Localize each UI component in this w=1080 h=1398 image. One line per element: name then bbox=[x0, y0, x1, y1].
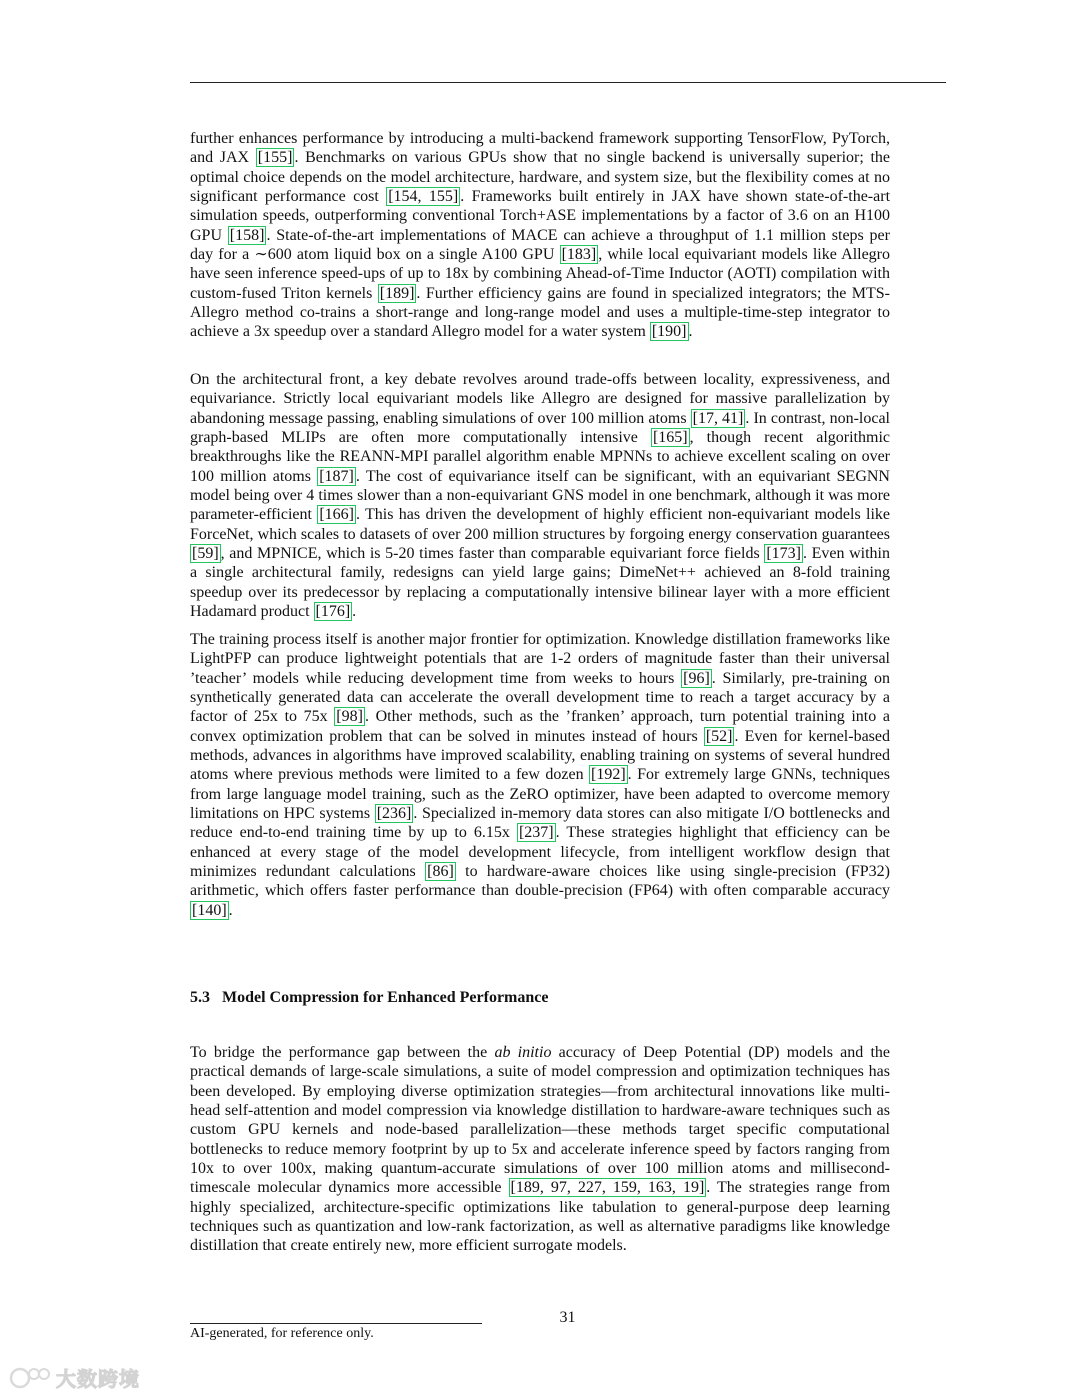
page-number: 31 bbox=[559, 1309, 576, 1326]
citation-link[interactable]: [183] bbox=[561, 246, 597, 264]
text-run: The training process itself is another major frontier for optimization. Knowledge distillation frameworks like LightPFP can produce lightweight potentials that are 1-2 orders of magnitude faster than their universal ’teacher’ models while reducing development time from weeks to hours bbox=[190, 631, 890, 687]
text-run: , and MPNICE, which is 5-20 times faster than comparable equivariant force fields bbox=[220, 545, 765, 563]
citation-link[interactable]: [158] bbox=[229, 226, 265, 244]
footnote-rule bbox=[190, 1323, 482, 1324]
text-run: . Further efficiency gains are found in specialized integrators; the MTS-Allegro method co-trains a short-range and long-range model and uses a multiple-time-step integrator to achieve a 3x speedup over a standard Allegro model for a water system bbox=[190, 284, 891, 341]
paragraph-model-compression bbox=[190, 1043, 890, 1256]
citation-link[interactable]: [236] bbox=[376, 805, 412, 823]
citation-link[interactable]: [59] bbox=[192, 545, 219, 563]
citation-link[interactable]: [98] bbox=[336, 708, 363, 726]
section-heading bbox=[190, 989, 548, 1007]
italic-text: ab initio bbox=[494, 1044, 552, 1061]
text-run: . Even within a single architectural family, redesigns can yield large gains; DimeNet++ achieved an 8-fold training speedup over its predecessor by replacing a computationally intensive bilinear layer with a more efficient Hadamard product bbox=[190, 545, 891, 621]
footnote: AI-generated, for reference only. bbox=[190, 1326, 374, 1341]
text-run: . State-of-the-art implementations of MACE can achieve a throughput of 1.1 million steps per day for a ∼600 atom liquid box on a single A100 GPU bbox=[190, 226, 890, 264]
citation-link[interactable]: [52] bbox=[705, 727, 733, 745]
citation-link[interactable]: [237] bbox=[518, 824, 554, 842]
section-title: Model Compression for Enhanced Performance bbox=[222, 989, 549, 1006]
citation-link[interactable]: [96] bbox=[683, 669, 710, 687]
text-run: accuracy of Deep Potential (DP) models and the practical demands of large-scale simulations, a suite of model compression and optimization techniques has been developed. By employing diverse optimization strategies—from architectural innovations like multi-head self-attention and model compression via knowledge distillation to hardware-aware techniques such as custom GPU kernels and node-based parallelization—these methods target specific computational bottlenecks to reduce memory footprint by up to 5x and accelerate inference speed by factors ranging from 10x to over 100x, making quantum-accurate simulations of over 100 million atoms and millisecond-timescale molecular dynamics more accessible bbox=[190, 1044, 891, 1197]
citation-link[interactable]: [176] bbox=[315, 603, 351, 621]
text-run: further enhances performance by introducing a multi-backend framework supporting TensorFlow, PyTorch, and JAX bbox=[190, 130, 890, 167]
citation-link[interactable]: [155] bbox=[257, 149, 293, 167]
text-run: . The strategies range from highly specialized, architecture-specific optimizations like tabulation to general-purpose deep learning techniques such as quantization and low-rank factorization, as well as alternative paradigms like knowledge distillation that create entirely new, more efficient surrogate models. bbox=[190, 1179, 891, 1255]
citation-link[interactable]: [86] bbox=[427, 863, 454, 881]
text-run: . bbox=[228, 901, 233, 919]
citation-link[interactable]: [154, 155] bbox=[388, 188, 459, 206]
text-run: . These strategies highlight that efficiency can be enhanced at every stage of the model development lifecycle, from intelligent workflow design that minimizes redundant calculations bbox=[190, 824, 891, 881]
watermark-logo-icon bbox=[8, 1364, 52, 1390]
text-run: . Specialized in-memory data stores can also mitigate I/O bottlenecks and reduce end-to-end training time by up to 6.15x bbox=[190, 805, 891, 842]
text-run: . Benchmarks on various GPUs show that no single backend is universally superior; the optimal choice depends on the model architecture, hardware, and system size, but the flexibility comes at no significant performance cost bbox=[190, 149, 891, 206]
text-run: On the architectural front, a key debate revolves around trade-offs between locality, expressiveness, and equivariance. Strictly local equivariant models like Allegro are designed for massive parallelization by abandoning message passing, enabling simulations of over 100 million atoms bbox=[190, 371, 890, 427]
text-run: . Similarly, pre-training on synthetically generated data can accelerate the overall development time to reach a target accuracy by a factor of 25x to 75x bbox=[190, 669, 890, 726]
citation-link[interactable]: [190] bbox=[651, 323, 687, 341]
watermark-text: 大数跨境 bbox=[56, 1366, 140, 1391]
text-run: . bbox=[352, 603, 357, 621]
citation-link[interactable]: [187] bbox=[319, 467, 354, 485]
citation-link[interactable]: [173] bbox=[766, 545, 801, 563]
text-run: . For extremely large GNNs, techniques from large language model training, such as the ZeRO optimizer, have been adapted to overcome memory limitations on HPC systems bbox=[190, 766, 890, 823]
header-rule bbox=[190, 82, 946, 83]
citation-link[interactable]: [189, 97, 227, 159, 163, 19] bbox=[510, 1179, 705, 1197]
citation-link[interactable]: [166] bbox=[319, 506, 354, 524]
text-run: . This has driven the development of highly efficient non-equivariant models like ForceNet, which scales to datasets of over 200 million structures by forgoing energy conservation guarantees bbox=[190, 506, 891, 543]
text-run: , while local equivariant models like Allegro have seen inference speed-ups of up to 18x by combining Ahead-of-Time Inductor (AOTI) compilation with custom-fused Triton kernels bbox=[190, 246, 891, 302]
paragraph-training-optimization bbox=[190, 630, 890, 920]
paragraph-architecture-tradeoffs bbox=[190, 370, 890, 621]
citation-link[interactable]: [165] bbox=[652, 429, 688, 447]
citation-link[interactable]: [140] bbox=[192, 901, 227, 919]
text-run: . The cost of equivariance itself can be significant, with an equivariant SEGNN model being over 4 times slower than a non-equivariant GNS model in one benchmark, although it was more parameter-efficient bbox=[190, 467, 890, 524]
citation-link[interactable]: [189] bbox=[379, 284, 415, 302]
citation-link[interactable]: [17, 41] bbox=[692, 409, 744, 427]
section-number: 5.3 bbox=[190, 989, 210, 1006]
text-run: , though recent algorithmic breakthroughs like the REANN-MPI parallel algorithm enable MPNNs to achieve excellent scaling on over 100 million atoms bbox=[190, 429, 890, 485]
watermark bbox=[8, 1362, 148, 1392]
paragraph-performance-backends bbox=[190, 129, 890, 342]
text-run: To bridge the performance gap between the bbox=[190, 1044, 495, 1061]
text-run: . Even for kernel-based methods, advances in algorithms have improved scalability, enabling training on systems of several hundred atoms where previous methods were limited to a few dozen bbox=[190, 727, 891, 784]
text-run: . bbox=[688, 323, 693, 341]
citation-link[interactable]: [192] bbox=[591, 766, 626, 784]
text-run: to hardware-aware choices like using single-precision (FP32) arithmetic, which offers faster performance than double-precision (FP64) with often comparable accuracy bbox=[190, 863, 891, 900]
text-run: . In contrast, non-local graph-based MLIPs are often more computationally intensive bbox=[190, 409, 891, 447]
text-run: . Other methods, such as the ’franken’ approach, turn potential training into a convex optimization problem that can be solved in minutes instead of hours bbox=[190, 708, 891, 745]
text-run: . Frameworks built entirely in JAX have shown state-of-the-art simulation speeds, outperforming conventional Torch+ASE implementations by a factor of 3.6 on an H100 GPU bbox=[190, 188, 891, 244]
